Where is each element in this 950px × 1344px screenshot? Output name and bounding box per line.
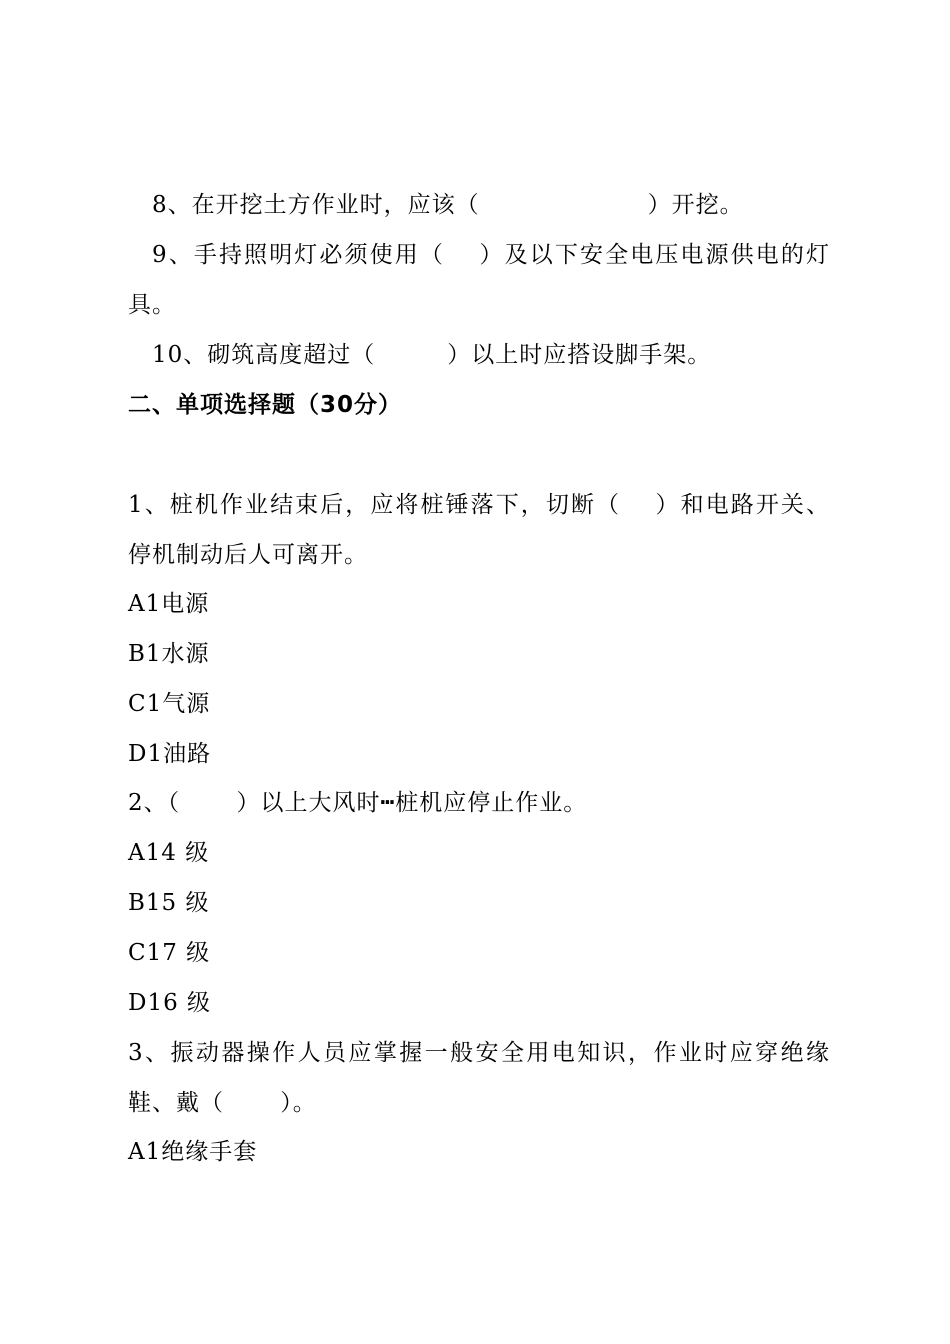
- question-2-option-d: D16 级: [128, 990, 212, 1016]
- question-3-stem-line-1: 3、振动器操作人员应掌握一般安全用电知识，作业时应穿绝缘: [128, 1040, 830, 1066]
- question-2-option-c: C17 级: [128, 940, 211, 966]
- question-2-option-a: A14 级: [128, 840, 210, 866]
- question-1-option-a: A1电源: [128, 591, 210, 617]
- fill-in-question-9-line-2: 具。: [128, 292, 176, 318]
- fill-in-question-8: 8、在开挖土方作业时，应该（ ）开挖。: [152, 192, 744, 218]
- question-1-stem-line-2: 停机制动后人可离开。: [128, 542, 368, 568]
- question-1-option-c: C1气源: [128, 691, 211, 717]
- question-1-option-d: D1油路: [128, 741, 212, 767]
- fill-in-question-10: 10、砌筑高度超过（ ）以上时应搭设脚手架。: [152, 342, 712, 368]
- question-2-stem: 2、（ ）以上大风时┅桩机应停止作业。: [128, 790, 588, 816]
- question-2-option-b: B15 级: [128, 890, 210, 916]
- section-heading: 二、单项选择题（30分）: [128, 392, 403, 418]
- question-1-stem-line-1: 1、桩机作业结束后，应将桩锤落下，切断（ ）和电路开关、: [128, 492, 830, 518]
- question-3-option-a: A1绝缘手套: [128, 1139, 258, 1165]
- question-1-option-b: B1水源: [128, 641, 210, 667]
- fill-in-question-9-line-1: 9、手持照明灯必须使用（ ）及以下安全电压电源供电的灯: [152, 242, 830, 268]
- question-3-stem-line-2: 鞋、戴（ ）。: [128, 1090, 317, 1116]
